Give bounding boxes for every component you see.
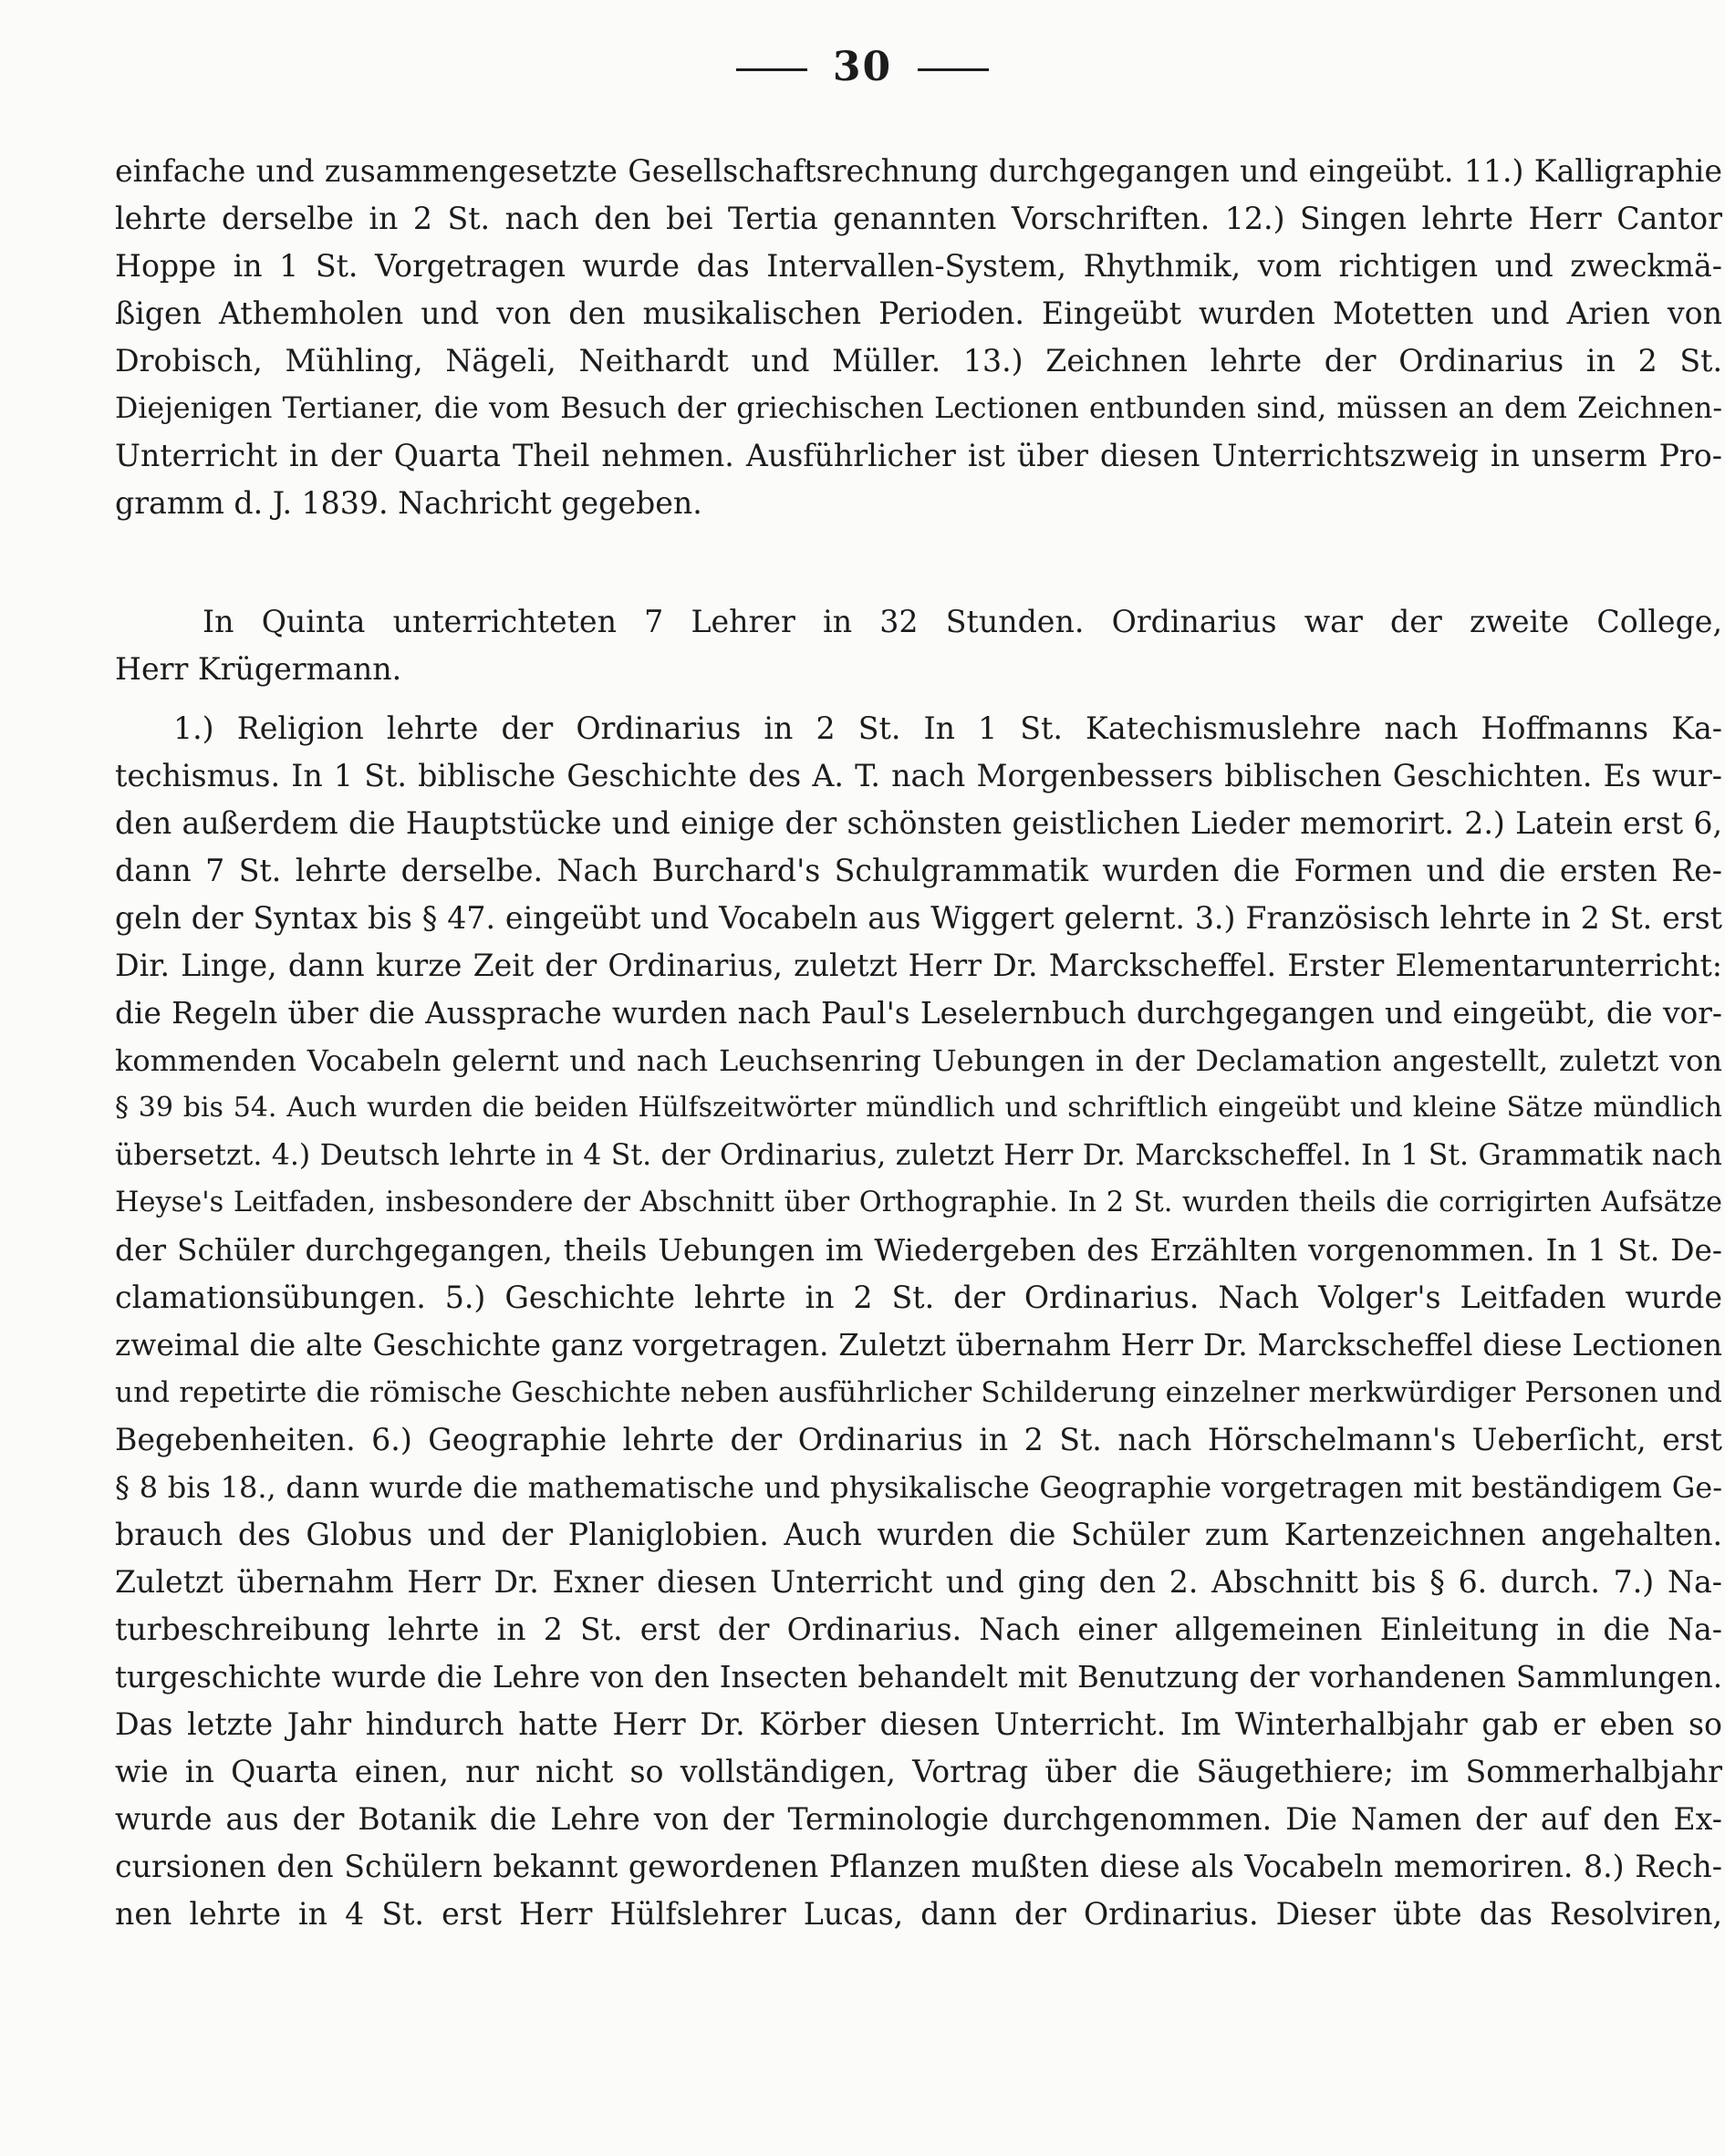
text-line: Diejenigen Tertianer, die vom Besuch der griechischen Lectionen entbunden sind, müssen an dem Zeichnen- xyxy=(115,392,1722,425)
text-line: turbeschreibung lehrte in 2 St. erst der Ordinarius. Nach einer allgemeinen Einleitung in die Na- xyxy=(115,1612,1722,1647)
text-line: geln der Syntax bis § 47. eingeübt und Vocabeln aus Wiggert gelernt. 3.) Französisch lehrte in 2 St. erst xyxy=(115,900,1722,936)
text-line: brauch des Globus und der Planiglobien. Auch wurden die Schüler zum Kartenzeichnen angehalten. xyxy=(115,1517,1722,1552)
page-number-value: 30 xyxy=(832,44,893,90)
text-line: dann 7 St. lehrte derselbe. Nach Burchard's Schulgrammatik wurden die Formen und die ersten Re- xyxy=(115,853,1722,888)
text-line: der Schüler durchgegangen, theils Uebungen im Wiedergeben des Erzählten vorgenommen. In 1 St. De- xyxy=(115,1233,1722,1268)
text-line: Heyse's Leitfaden, insbesondere der Abschnitt über Orthographie. In 2 St. wurden theils die corrigirten Aufsätze xyxy=(115,1187,1722,1218)
text-line: Hoppe in 1 St. Vorgetragen wurde das Intervallen-System, Rhythmik, vom richtigen und zweckmä- xyxy=(115,248,1722,284)
text-line: § 39 bis 54. Auch wurden die beiden Hülfszeitwörter mündlich und schriftlich eingeübt und kleine Sätze mündlich xyxy=(115,1092,1722,1124)
text-line: wie in Quarta einen, nur nicht so vollständigen, Vortrag über die Säugethiere; im Sommerhalbjahr xyxy=(115,1754,1722,1789)
text-line: Dir. Linge, dann kurze Zeit der Ordinarius, zuletzt Herr Dr. Marckscheffel. Erster Elementarunterricht: xyxy=(115,948,1722,983)
text-line: cursionen den Schülern bekannt gewordenen Pflanzen mußten diese als Vocabeln memoriren. 8.) Rech- xyxy=(115,1849,1722,1884)
text-line: turgeschichte wurde die Lehre von den Insecten behandelt mit Benutzung der vorhandenen Sammlungen. xyxy=(115,1660,1722,1695)
page-number xyxy=(0,44,1725,90)
text-line: nen lehrte in 4 St. erst Herr Hülfslehrer Lucas, dann der Ordinarius. Dieser übte das Resolviren, xyxy=(115,1896,1722,1932)
page-number-dash-left xyxy=(736,68,807,71)
text-line: einfache und zusammengesetzte Gesellschaftsrechnung durchgegangen und eingeübt. 11.) Kalligraphie xyxy=(115,153,1722,189)
paragraph-first-line: 1.) Religion lehrte der Ordinarius in 2 St. In 1 St. Katechismuslehre nach Hoffmanns Ka- xyxy=(173,710,1722,746)
text-line: § 8 bis 18., dann wurde die mathematische und physikalische Geographie vorgetragen mit beständigem Ge- xyxy=(115,1470,1722,1505)
text-line: gramm d. J. 1839. Nachricht gegeben. xyxy=(115,485,702,521)
text-line: Herr Krügermann. xyxy=(115,651,402,687)
text-line: den außerdem die Hauptstücke und einige der schönsten geistlichen Lieder memorirt. 2.) Latein erst 6, xyxy=(115,805,1722,841)
text-line: techismus. In 1 St. biblische Geschichte des A. T. nach Morgenbessers biblischen Geschichten. Es wur- xyxy=(115,758,1722,793)
text-line: und repetirte die römische Geschichte neben ausführlicher Schilderung einzelner merkwürdiger Personen und xyxy=(115,1376,1722,1409)
page-number-dash-right xyxy=(918,68,989,71)
text-line: übersetzt. 4.) Deutsch lehrte in 4 St. der Ordinarius, zuletzt Herr Dr. Marckscheffel. In 1 St. Grammatik nach xyxy=(115,1139,1722,1172)
text-line: wurde aus der Botanik die Lehre von der Terminologie durchgenommen. Die Namen der auf den Ex- xyxy=(115,1801,1722,1837)
section-heading-line: In Quinta unterrichteten 7 Lehrer in 32 Stunden. Ordinarius war der zweite College, xyxy=(203,604,1722,639)
text-line: kommenden Vocabeln gelernt und nach Leuchsenring Uebungen in der Declamation angestellt, zuletzt von xyxy=(115,1043,1722,1078)
text-line: zweimal die alte Geschichte ganz vorgetragen. Zuletzt übernahm Herr Dr. Marckscheffel diese Lectionen xyxy=(115,1328,1722,1363)
text-line: Zuletzt übernahm Herr Dr. Exner diesen Unterricht und ging den 2. Abschnitt bis § 6. durch. 7.) Na- xyxy=(115,1564,1722,1600)
text-line: ßigen Athemholen und von den musikalischen Perioden. Eingeübt wurden Motetten und Arien von xyxy=(115,295,1722,331)
text-line: lehrte derselbe in 2 St. nach den bei Tertia genannten Vorschriften. 12.) Singen lehrte Herr Cantor xyxy=(115,201,1722,236)
text-line: Begebenheiten. 6.) Geographie lehrte der Ordinarius in 2 St. nach Hörschelmann's Ueberſicht, erst xyxy=(115,1422,1722,1457)
text-line: Unterricht in der Quarta Theil nehmen. Ausführlicher ist über diesen Unterrichtszweig in unserm Pro- xyxy=(115,438,1722,473)
text-line: clamationsübungen. 5.) Geschichte lehrte in 2 St. der Ordinarius. Nach Volger's Leitfaden wurde xyxy=(115,1280,1722,1315)
text-line: Drobisch, Mühling, Nägeli, Neithardt und Müller. 13.) Zeichnen lehrte der Ordinarius in 2 St. xyxy=(115,343,1722,378)
text-line: Das letzte Jahr hindurch hatte Herr Dr. Körber diesen Unterricht. Im Winterhalbjahr gab er eben so xyxy=(115,1706,1722,1742)
text-line: die Regeln über die Aussprache wurden nach Paul's Leselernbuch durchgegangen und eingeübt, die vor- xyxy=(115,996,1722,1031)
